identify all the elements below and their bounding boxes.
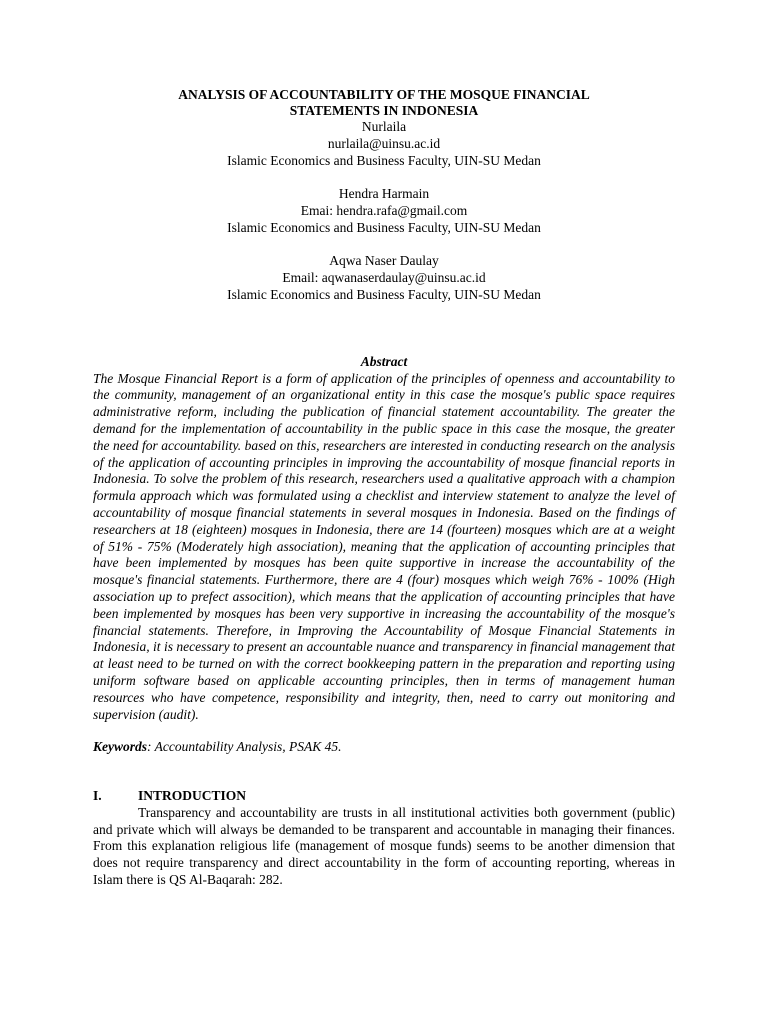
- keywords-text: : Accountability Analysis, PSAK 45.: [147, 739, 342, 755]
- section-heading: [93, 788, 675, 805]
- keywords: [93, 739, 675, 756]
- intro-paragraph: Transparency and accountability are trusts in all institutional activities both government (public) and private which will always be demanded to be transparent and accountable in managing their finances. From this explanation religious life (management of mosque funds) seems to be another dimension that does not require transparency and direct accountability in the form of accounting reporting, whereas in Islam there is QS Al-Baqarah: 282.: [93, 804, 675, 888]
- author-block-3: [93, 253, 675, 303]
- author-block-2: [93, 186, 675, 236]
- author-affiliation: Islamic Economics and Business Faculty, UIN-SU Medan: [227, 286, 541, 302]
- author-email: Email: aqwanaserdaulay@uinsu.ac.id: [282, 270, 486, 286]
- section-title: INTRODUCTION: [138, 788, 247, 804]
- author-email: nurlaila@uinsu.ac.id: [327, 135, 441, 151]
- author-email: Emai: hendra.rafa@gmail.com: [300, 202, 468, 218]
- author-name: Hendra Harmain: [338, 186, 430, 202]
- author-name: Aqwa Naser Daulay: [329, 253, 439, 269]
- abstract-text: The Mosque Financial Report is a form of application of the principles of openness and accountability to the community, management of an organizational entity in this case the mosque's public space requires administrative reform, including the publication of financial statement accountability. The greater the demand for the implementation of accountability in the public space in this case the mosque, the greater the need for accountability. based on this, researchers are interested in conducting research on the analysis of the application of accounting principles in improving the accountability of mosque financial reports in Indonesia. To solve the problem of this research, researchers used a qualitative approach with a champion formula approach which was formulated using a checklist and interview statement to analyze the level of accountability of mosque financial statements in several mosques in Indonesia. Based on the findings of researchers at 18 (eighteen) mosques in Indonesia, there are 14 (fourteen) mosques which are at a weight of 51% - 75% (Moderately high association), meaning that the application of accounting principles that have been implemented by mosques has been quite supportive in increase the accountability of the mosque's financial statements. Furthermore, there are 4 (four) mosques which weigh 76% - 100% (High association up to prefect assocition), which means that the application of accounting principles that have been implemented by mosques has been very supportive in increasing the accountability of the mosque's financial statements. Therefore, in Improving the Accountability of Mosque Financial Statements in Indonesia, it is necessary to present an accountable nuance and transparency in financial management that at least need to be turned on with the correct bookkeeping pattern in the preparation and reporting using uniform software based on applicable accounting principles, then in terms of management human resources who have competence, responsibility and integrity, then, need to carry out monitoring and supervision (audit).: [93, 370, 675, 722]
- author-affiliation: Islamic Economics and Business Faculty, UIN-SU Medan: [227, 219, 541, 235]
- title-line-2: STATEMENTS IN INDONESIA: [289, 103, 479, 118]
- author-affiliation: Islamic Economics and Business Faculty, UIN-SU Medan: [227, 152, 541, 168]
- paper-title: [93, 87, 675, 119]
- title-line-1: ANALYSIS OF ACCOUNTABILITY OF THE MOSQUE FINANCIAL: [178, 87, 590, 102]
- author-name: Nurlaila: [361, 119, 407, 134]
- paper-page: [93, 87, 675, 889]
- section-number: I.: [93, 788, 102, 804]
- abstract-heading: Abstract: [360, 353, 408, 369]
- keywords-label: Keywords: [93, 739, 147, 755]
- author-block-1: [93, 119, 675, 169]
